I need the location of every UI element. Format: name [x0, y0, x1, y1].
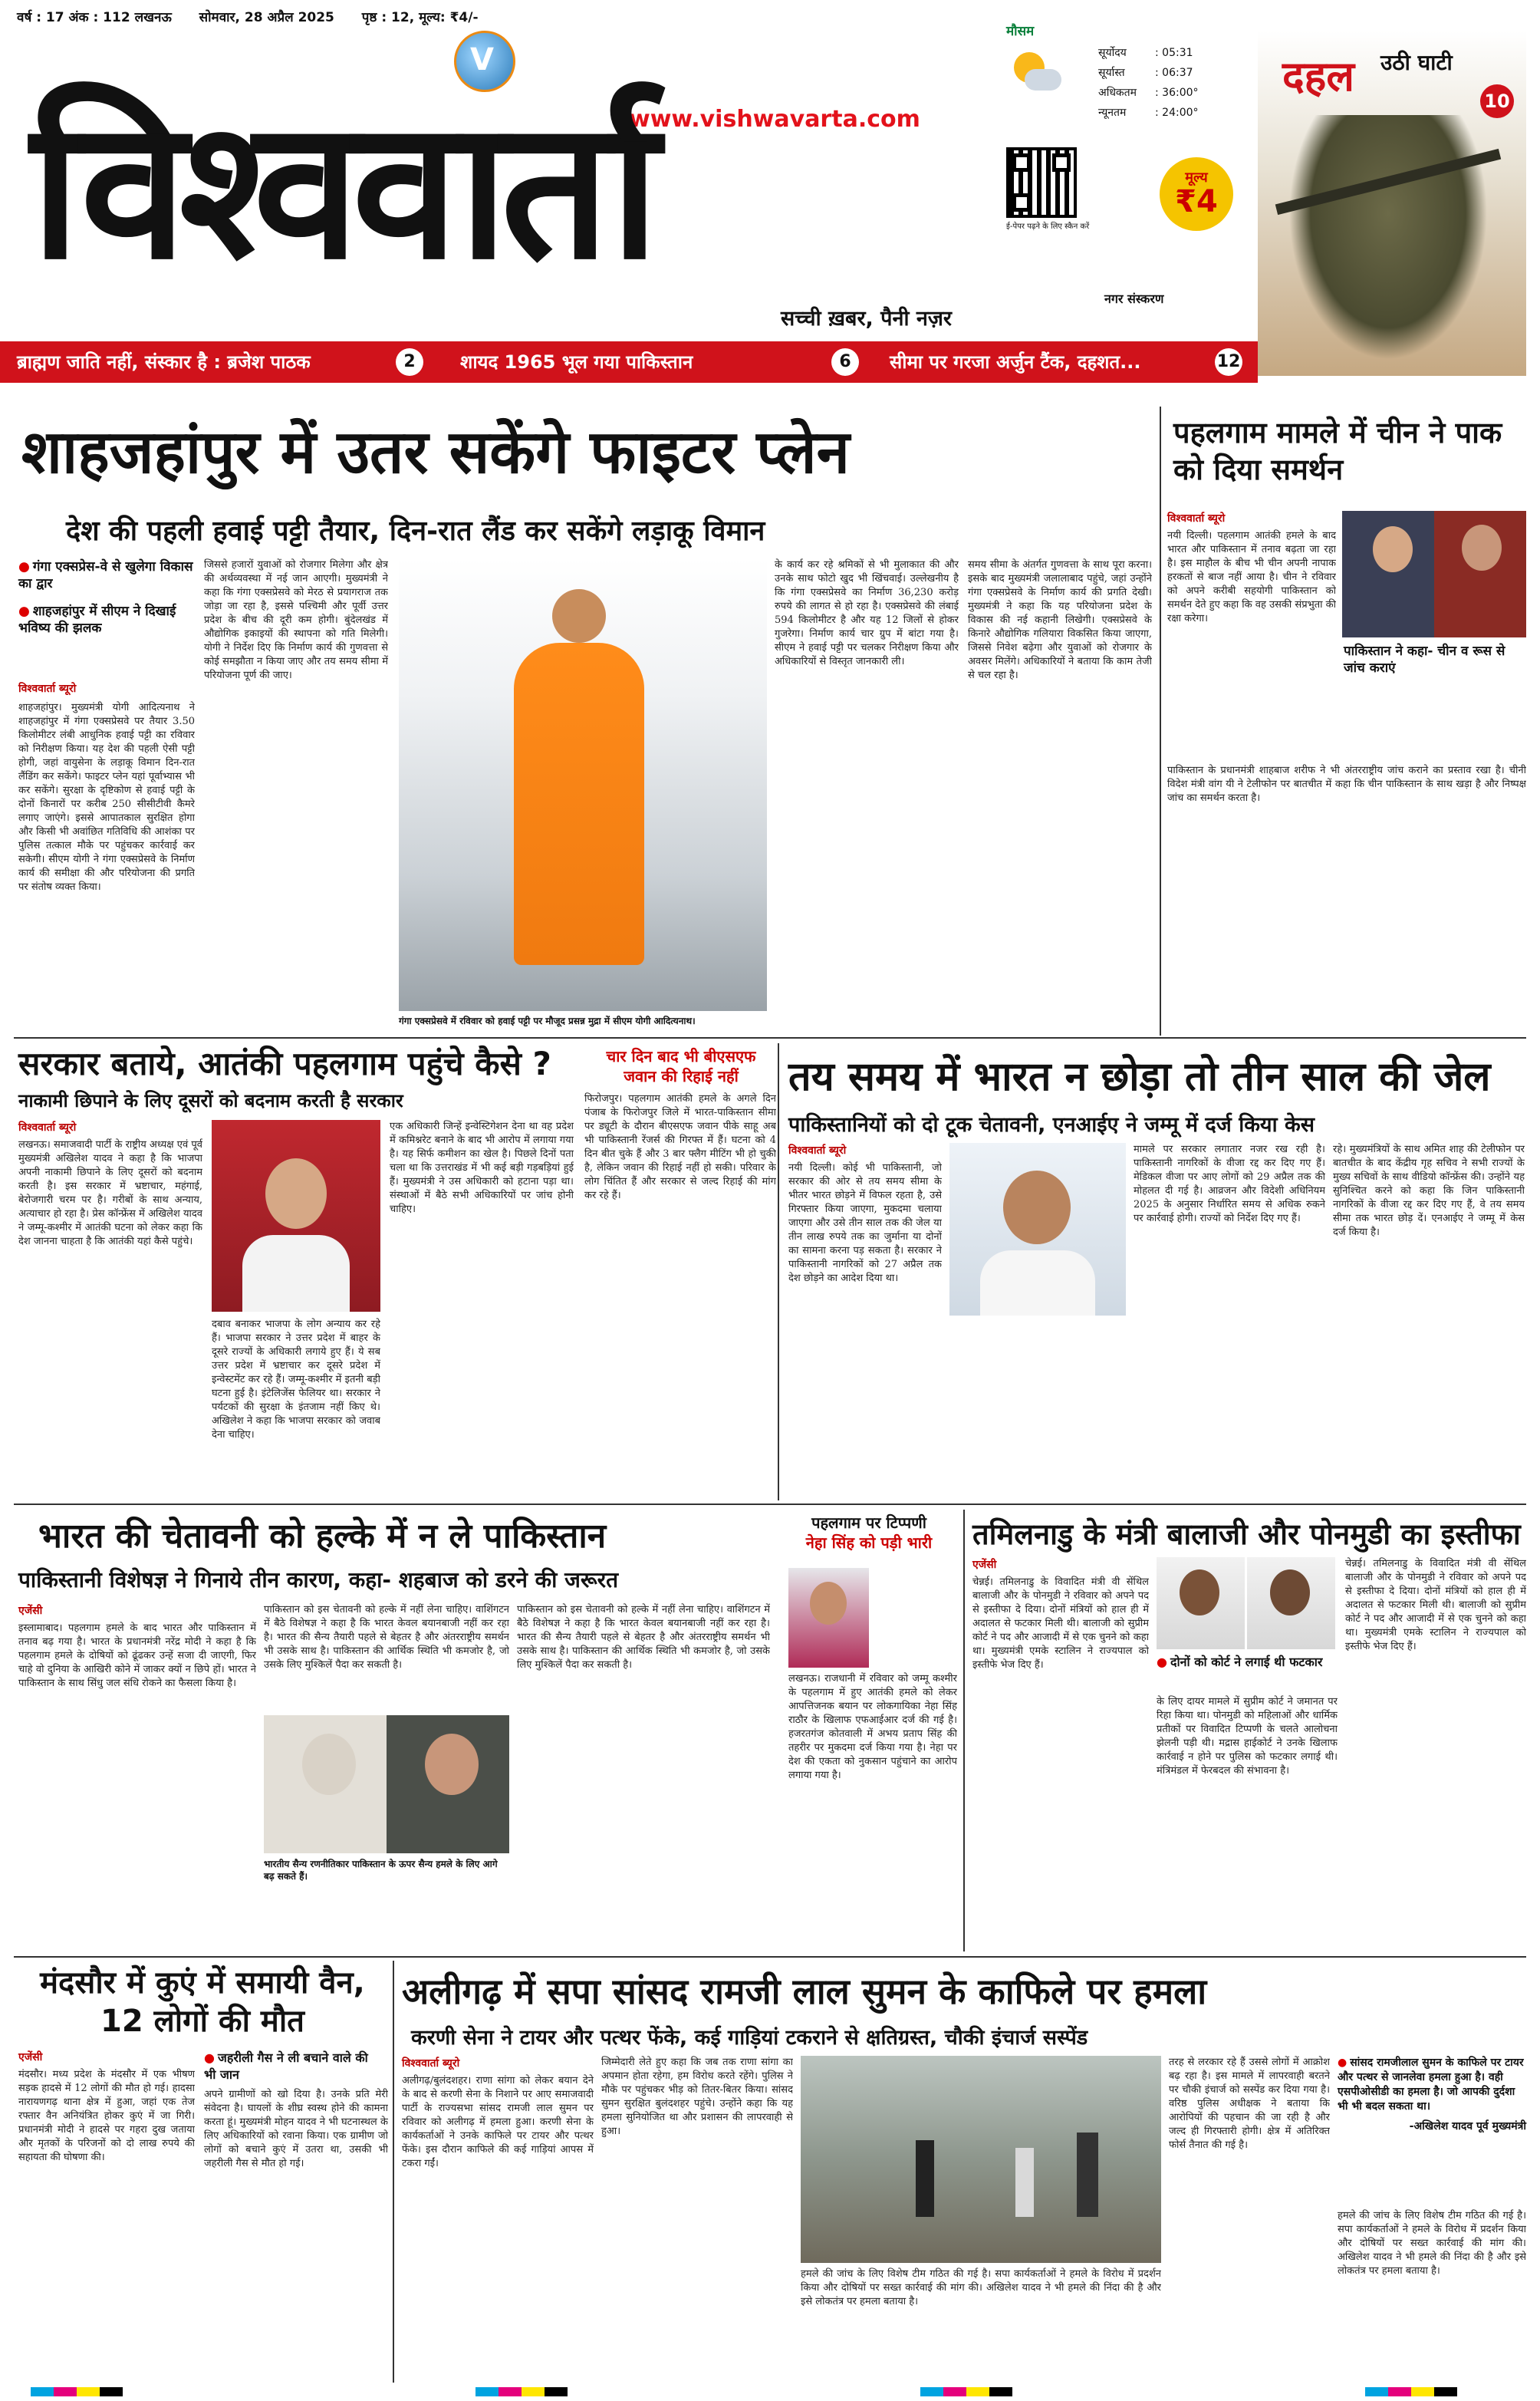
neha-photo — [788, 1568, 869, 1668]
masthead-title: विश्ववार्ता — [31, 78, 652, 301]
weather-box — [1006, 21, 1229, 129]
teaser-bar — [0, 341, 1258, 383]
section-divider — [14, 1037, 1526, 1039]
tn-byline: एजेंसी — [972, 1559, 997, 1571]
warning-headline: भारत की चेतावनी को हल्के में न ले पाकिस्तान — [38, 1517, 607, 1556]
china-headline: पहलगाम मामले में चीन ने पाक को दिया समर्थन — [1173, 416, 1502, 486]
china-byline: विश्ववार्ता ब्यूरो — [1167, 512, 1226, 525]
warning-body: पाकिस्तान को इस चेतावनी को हल्के में नहीं लेना चाहिए। वाशिंगटन में बैठे विशेषज्ञ ने कहा है कि भारत केवल बयानबाजी नहीं कर रहा है। भारत की सैन्य तैयारी पहले से बेहतर है और अंतरराष्ट्रीय समर्थन भी उसके साथ है। पाकिस्तान की आर्थिक स्थिति भी कमजोर है, जो उसके लिए मुश्किलें पैदा कर सकती है। — [517, 1604, 770, 1671]
china-body: नयी दिल्ली। पहलगाम आतंकी हमले के बाद भारत और पाकिस्तान में तनाव बढ़ता जा रहा है। इस माहौल के बीच भी चीन अपनी नापाक हरकतों से बाज नहीं आया है। चीन ने रविवार को अपने करीबी सहयोगी पाकिस्तान को समर्थन देते हुए कहा कि वह उसकी संप्रभुता की रक्षा करेगा। — [1167, 530, 1336, 624]
weather-row: सूर्योदय : 05:31 — [1098, 47, 1193, 59]
aligarh-body: हमले की जांच के लिए विशेष टीम गठित की गई है। सपा कार्यकर्ताओं ने हमले के विरोध में प्रदर्शन किया और दोषियों पर सख्त कार्रवाई की मांग की। अखिलेश यादव ने भी हमले की निंदा की है और इसे लोकतंत्र पर हमला बताया है। — [801, 2268, 1161, 2307]
website-url[interactable]: www.vishwavarta.com — [629, 106, 920, 133]
aligarh-byline: विश्ववार्ता ब्यूरो — [402, 2057, 460, 2070]
masthead-tagline: सच्ची ख़बर, पैनी नज़र — [781, 307, 952, 331]
section-divider — [14, 1504, 1526, 1505]
yogi-photo-caption: गंगा एक्सप्रेसवे में रविवार को हवाई पट्टी पर मौजूद प्रसन्न मुद्रा में सीएम योगी आदित्यनाथ। — [399, 1016, 696, 1026]
akhilesh-subhead: नाकामी छिपाने के लिए दूसरों को बदनाम करती है सरकार — [18, 1090, 403, 1112]
registration-bar — [0, 2386, 1540, 2398]
weather-title: मौसम — [1006, 24, 1035, 39]
akhilesh-photo — [212, 1120, 380, 1312]
issue-info: वर्ष : 17 अंक : 112 लखनऊ — [17, 10, 172, 25]
akhilesh-body: लखनऊ। समाजवादी पार्टी के राष्ट्रीय अध्यक्ष एवं पूर्व मुख्यमंत्री अखिलेश यादव ने कहा है कि भाजपा अपनी नाकामी छिपाने के लिए दूसरों को बदनाम करती है। इस सरकार में भ्रष्टाचार, महंगाई, बेरोजगारी चरम पर है। गरीबों के साथ अन्याय, अत्याचार हो रहा है। प्रेस कॉन्फ्रेंस में अखिलेश यादव ने जम्मू-कश्मीर में आतंकी घटना को लेकर कहा कि देश जानना चाहता है कि आतंकी यहां कैसे पहुंचे। — [18, 1139, 202, 1247]
weather-row: अधिकतम : 36:00° — [1098, 87, 1199, 99]
lead-subhead: देश की पहली हवाई पट्टी तैयार, दिन-रात लैंड कर सकेंगे लड़ाकू विमान — [66, 515, 765, 547]
tn-headline: तमिलनाडु के मंत्री बालाजी और पोनमुडी का इस्तीफा — [972, 1517, 1521, 1551]
akhilesh-body: एक अधिकारी जिन्हें इन्वेस्टिगेशन देना था वह प्रदेश में कमिश्नरेट बनाने के बाद भी आरोप में लगाया गया है। यह सिर्फ कमीशन का खेल है। पिछले दिनों पता चला था कि उत्तराखंड में भी कई बड़ी गड़बड़ियां हुई हैं। मुख्यमंत्री ने उस अधिकारी को हटाना पड़ा था। संस्थाओं में बैठे सभी अधिकारियों पर जांच होनी चाहिए। — [390, 1121, 574, 1215]
balaji-photo — [1157, 1557, 1245, 1649]
section-divider — [778, 1043, 779, 1500]
globe-logo-icon: V — [454, 31, 515, 92]
akhilesh-byline: विश्ववार्ता ब्यूरो — [18, 1121, 77, 1134]
lead-body: समय सीमा के अंतर्गत गुणवत्ता के साथ पूरा करना। इसके बाद मुख्यमंत्री जलालाबाद पहुंचे, जहां उन्होंने गंगा एक्सप्रेसवे के निर्माण कार्य की प्रगति देखी। मुख्यमंत्री ने कहा कि यह परियोजना प्रदेश के विकास की नई कहानी लिखेगी। एक्सप्रेसवे के किनारे औद्योगिक गलियारा विकसित किया जाएगा, जिससे निवेश बढ़ेगा और युवाओं को रोजगार के अवसर मिलेंगे। अधिकारियों ने बताया कि काम तेजी से चल रहा है। — [968, 559, 1152, 681]
lead-body: जिससे हजारों युवाओं को रोजगार मिलेगा और क्षेत्र की अर्थव्यवस्था में नई जान आएगी। मुख्यमंत्री ने कहा कि गंगा एक्सप्रेसवे को मेरठ से प्रयागराज तक जोड़ा जा रहा है, इससे पश्चिमी और पूर्वी उत्तर प्रदेश के बीच की दूरी कम होगी। बुंदेलखंड में औद्योगिक इकाइयों की स्थापना को गति मिलेगी। योगी ने निर्देश दिए कि निर्माण कार्य की गुणवत्ता से कोई समझौता न किया जाए और तय समय सीमा में परियोजना पूर्ण की जाए। — [204, 559, 388, 681]
jail-byline: विश्ववार्ता ब्यूरो — [788, 1145, 847, 1157]
aligarh-quote: ● सांसद रामजीलाल सुमन के काफिले पर टायर और पत्थर से जानलेवा हमला हुआ है। वही एसपीओसीडी का हमला है। जो आपकी दुर्दशा भी भी बदल सकता था। — [1338, 2056, 1526, 2114]
tn-body: के लिए दायर मामले में सुप्रीम कोर्ट ने जमानत पर रिहा किया था। पोनमुडी को महिलाओं और धार्मिक प्रतीकों पर विवादित टिप्पणी के चलते आलोचना झेलनी पड़ी थी। मद्रास हाईकोर्ट ने उनके खिलाफ कार्रवाई न होने पर पुलिस को फटकार लगाई थी। मंत्रिमंडल में फेरबदल की संभावना है। — [1157, 1696, 1338, 1777]
lead-byline: विश्ववार्ता ब्यूरो — [18, 683, 77, 695]
price-badge — [1160, 157, 1233, 231]
weather-row: न्यूनतम : 24:00° — [1098, 107, 1199, 119]
neha-body: लखनऊ। राजधानी में रविवार को जम्मू कश्मीर के पहलगाम में हुए आतंकी हमले को लेकर आपत्तिजनक बयान पर लोकगायिका नेहा सिंह राठौर के खिलाफ एफआईआर दर्ज की गई है। हजरतगंज कोतवाली में अभय प्रताप सिंह की तहरीर पर मुकदमा दर्ज किया गया है। नेहा पर देश की एकता को नुकसान पहुंचाने का आरोप लगाया गया है। — [788, 1673, 957, 1781]
section-divider — [393, 1961, 394, 2383]
jail-subhead: पाकिस्तानियों को दो टूक चेतावनी, एनआईए ने जम्मू में दर्ज किया केस — [788, 1113, 1315, 1137]
promo-page-badge[interactable]: 10 — [1480, 84, 1514, 118]
issue-price: पृष्ठ : 12, मूल्य: ₹4/- — [361, 10, 479, 25]
promo-title: दहल — [1282, 52, 1354, 100]
china-body: पाकिस्तान के प्रधानमंत्री शाहबाज शरीफ ने भी अंतरराष्ट्रीय जांच कराने का प्रस्ताव रखा है। चीनी विदेश मंत्री वांग यी ने टेलीफोन पर बातचीत में कहा कि चीन पाकिस्तान के साथ खड़ा है और निष्पक्ष जांच का समर्थन करता है। — [1167, 765, 1526, 804]
aligarh-quote-author: -अखिलेश यादव पूर्व मुख्यमंत्री — [1409, 2120, 1526, 2133]
warning-body: इस्लामाबाद। पहलगाम हमले के बाद भारत और पाकिस्तान में तनाव बढ़ गया है। भारत के प्रधानमंत्री नरेंद्र मोदी ने कहा है कि पहलगाम हमले के दोषियों को ढूंढकर उन्हें सजा दी जाएगी, फिर चाहे वो दुनिया के आखिरी कोने में जाकर क्यों न छिपे हों। भारत ने पाकिस्तान के साथ सिंधु जल संधि रोकने का फैसला किया है। — [18, 1622, 256, 1689]
akhilesh-body: दबाव बनाकर भाजपा के लोग अन्याय कर रहे हैं। भाजपा सरकार ने उत्तर प्रदेश में बाहर के दूसरे राज्यों के अधिकारी लगाये हुए हैं। ये सब उत्तर प्रदेश में भ्रष्टाचार कर दूसरे प्रदेश में इन्वेस्टमेंट कर रहे हैं। जम्मू-कश्मीर में इतनी बड़ी घटना हुई है। इंटेलिजेंस फेलियर था। सरकार ने पर्यटकों की सुरक्षा के इंतजाम नहीं किए थे। अखिलेश ने कहा कि भाजपा सरकार को जवाब देना चाहिए। — [212, 1319, 380, 1441]
aligarh-headline: अलीगढ़ में सपा सांसद रामजी लाल सुमन के काफिले पर हमला — [402, 1971, 1207, 2012]
neha-kicker: पहलगाम पर टिप्पणी नेहा सिंह को पड़ी भारी — [805, 1513, 933, 1552]
price-label: मूल्य — [1185, 170, 1208, 186]
tn-side-caption: ● दोनों को कोर्ट ने लगाई थी फटकार — [1157, 1654, 1338, 1671]
bsf-kicker: चार दिन बाद भी बीएसएफ जवान की रिहाई नहीं — [606, 1047, 756, 1085]
warning-body: पाकिस्तान को इस चेतावनी को हल्के में नहीं लेना चाहिए। वाशिंगटन में बैठे विशेषज्ञ ने कहा है कि भारत केवल बयानबाजी नहीं कर रहा है। भारत की सैन्य तैयारी पहले से बेहतर है और अंतरराष्ट्रीय समर्थन भी उसके साथ है। पाकिस्तान की आर्थिक स्थिति भी कमजोर है, जो उसके लिए मुश्किलें पैदा कर सकती है। — [264, 1604, 509, 1671]
section-divider — [14, 1956, 1526, 1958]
aligarh-body: तरह से लरकार रहे हैं उससे लोगों में आक्रोश बढ़ रहा है। इस मामले में लापरवाही बरतने पर चौकी इंचार्ज को सस्पेंड कर दिया गया है। वरिष्ठ पुलिस अधीक्षक ने बताया कि आरोपियों की पहचान की जा रही है और जल्द ही गिरफ्तारी होगी। क्षेत्र में अतिरिक्त फोर्स तैनात की गई है। — [1169, 2057, 1330, 2151]
aligarh-attack-photo — [801, 2056, 1161, 2263]
modi-sharif-photo — [264, 1715, 509, 1853]
jail-body: नयी दिल्ली। कोई भी पाकिस्तानी, जो सरकार की ओर से तय समय सीमा के भीतर भारत छोड़ने में विफल रहता है, उसे गिरफ्तार किया जाएगा, मुकदमा चलाया जाएगा और उसे तीन साल तक की जेल या तीन लाख रुपये तक का जुर्माना या दोनों का सामना करना पड़ सकता है। सरकार ने पाकिस्तानी नागरिकों को 27 अप्रैल तक देश छोड़ने का आदेश दिया था। — [788, 1162, 942, 1284]
well-body: मंदसौर। मध्य प्रदेश के मंदसौर में एक भीषण सड़क हादसे में 12 लोगों की मौत हो गई। हादसा नारायणगढ़ थाना क्षेत्र में हुआ, जहां एक तेज रफ्तार वैन अनियंत्रित होकर कुएं में जा गिरी। प्रधानमंत्री मोदी ने हादसे पर गहरा दुख जताया और मृतकों के परिजनों को दो लाख रुपये की सहायता की घोषणा की। — [18, 2069, 195, 2163]
tn-body: चेन्नई। तमिलनाडु के विवादित मंत्री वी सेंथिल बालाजी और के पोनमुडी ने रविवार को अपने पद से इस्तीफा दे दिया। दोनों मंत्रियों को हाल ही में अदालत से फटकार मिली थी। बालाजी को सुप्रीम कोर्ट ने पद और आजादी में से एक चुनने को कहा था। मुख्यमंत्री एमके स्टालिन ने राज्यपाल को इस्तीफे भेज दिए हैं। — [972, 1576, 1149, 1671]
jail-body: मामले पर सरकार लगातार नजर रख रही है। पाकिस्तानी नागरिकों के वीजा रद्द कर दिए गए हैं। मेडिकल वीजा पर आए लोगों को 29 अप्रैल तक की मोहलत दी गई है। आव्रजन और विदेशी अधिनियम 2025 के अनुसार निर्धारित समय से अधिक रुकने पर कार्रवाई होगी। राज्यों को निर्देश दिए गए हैं। — [1134, 1144, 1325, 1224]
weather-icon — [1009, 52, 1063, 98]
warning-subhead: पाकिस्तानी विशेषज्ञ ने गिनाये तीन कारण, कहा- शहबाज को डरने की जरूरत — [18, 1567, 619, 1592]
modi-sharif-caption: भारतीय सैन्य रणनीतिकार पाकिस्तान के ऊपर सैन्य हमले के लिए आगे बढ़ सकते हैं। — [264, 1859, 498, 1882]
china-box-border — [1160, 407, 1161, 1036]
tn-body: चेन्नई। तमिलनाडु के विवादित मंत्री वी सेंथिल बालाजी और के पोनमुडी ने रविवार को अपने पद से इस्तीफा दे दिया। दोनों मंत्रियों को हाल ही में अदालत से फटकार मिली थी। बालाजी को सुप्रीम कोर्ट ने पद और आजादी में से एक चुनने को कहा था। मुख्यमंत्री एमके स्टालिन ने राज्यपाल को इस्तीफे भेज दिए हैं। — [1345, 1558, 1526, 1652]
xi-sharif-caption: पाकिस्तान ने कहा- चीन व रूस से जांच कराएं — [1344, 644, 1505, 676]
warning-byline: एजेंसी — [18, 1605, 43, 1617]
lead-body: के कार्य कर रहे श्रमिकों से भी मुलाकात की और उनके साथ फोटो खुद भी खिंचवाई। उल्लेखनीय है कि गंगा एक्सप्रेसवे का निर्माण 36,230 करोड़ रुपये की लागत से हो रहा है। एक्सप्रेसवे की लंबाई 594 किलोमीटर है और यह 12 जिलों से होकर गुजरेगा। निर्माण कार्य चार ग्रुप में बांटा गया है। सीएम ने हवाई पट्टी पर चलकर निरीक्षण किया और अधिकारियों से विस्तृत जानकारी ली। — [775, 559, 959, 667]
aligarh-body: जिम्मेदारी लेते हुए कहा कि जब तक राणा सांगा का अपमान होता रहेगा, हम विरोध करते रहेंगे। पुलिस ने मौके पर पहुंचकर भीड़ को तितर-बितर किया। सांसद सुमन सुरक्षित बुलंदशहर पहुंचे। उन्होंने कहा कि यह हमला सुनियोजित था और प्रशासन की लापरवाही से हुआ। — [601, 2057, 793, 2137]
bsf-body: फिरोजपुर। पहलगाम आतंकी हमले के अगले दिन पंजाब के फिरोजपुर जिले में भारत-पाकिस्तान सीमा पर ड्यूटी के दौरान बीएसएफ जवान पीके साहू अब भी पाकिस्तानी रेंजर्स की गिरफ्त में हैं। घटना को 4 दिन बीत चुके हैं और 3 बार फ्लैग मीटिंग भी हो चुकी है, लेकिन जवान की रिहाई नहीं हो सकी। परिवार के लोग चिंतित हैं और सरकार से जल्द रिहाई की मांग कर रहे हैं। — [584, 1093, 776, 1201]
well-byline: एजेंसी — [18, 2051, 43, 2063]
issue-info-bar — [17, 8, 1006, 28]
edition-label: नगर संस्करण — [1104, 291, 1164, 306]
aligarh-quote-box — [1338, 2056, 1526, 2133]
qr-code-icon[interactable] — [1006, 147, 1077, 218]
xi-sharif-photo — [1342, 511, 1526, 637]
lead-body: शाहजहांपुर। मुख्यमंत्री योगी आदित्यनाथ ने शाहजहांपुर में गंगा एक्सप्रेसवे पर तैयार 3.50 किलोमीटर लंबी आधुनिक हवाई पट्टी का रविवार को निरीक्षण किया। यह देश की पहली ऐसी पट्टी होगी, जहां वायुसेना के लड़ाकू विमान दिन-रात लैंडिंग कर सकेंगे। फाइटर प्लेन यहां पूर्वाभ्यास भी कर सकेंगे। सुरक्षा के दृष्टिकोण से हवाई पट्टी के दोनों किनारों पर करीब 250 सीसीटीवी कैमरे लगाए जाएंगे। इससे आपातकाल सुरक्षित होगा और किसी भी अवांछित गतिविधि की आशंका पर पुलिस तत्काल मौके पर पहुंचकर कार्रवाई कर सकेगी। सीएम योगी ने गंगा एक्सप्रेसवे के निर्माण कार्य की समीक्षा की और परियोजना की प्रगति पर संतोष व्यक्त किया। — [18, 702, 195, 893]
well-body: अपने ग्रामीणों को खो दिया है। उनके प्रति मेरी संवेदना है। घायलों के शीघ्र स्वस्थ होने की कामना करता हूं। मुख्यमंत्री मोहन यादव ने भी घटनास्थल के लिए अधिकारियों को रवाना किया। एक ग्रामीण जो लोगों को बचाने कुएं में उतरा था, उसकी भी जहरीली गैस से मौत हो गई। — [204, 2089, 388, 2169]
lead-headline: शाहजहांपुर में उतर सकेंगे फाइटर प्लेन — [21, 418, 850, 487]
jail-body: रहे। मुख्यमंत्रियों के साथ अमित शाह की टेलीफोन पर बातचीत के बाद केंद्रीय गृह सचिव ने सभी राज्यों के मुख्य सचिवों के साथ वीडियो कॉन्फ्रेंस की। उन्होंने यह सुनिश्चित करने को कहा कि जिन पाकिस्तानी नागरिकों के वीजा रद्द कर दिए गए हैं, वे तय समय सीमा तक भारत छोड़ दें। एनआईए ने जम्मू में केस दर्ज किया है। — [1333, 1144, 1525, 1238]
promo-subtitle: उठी घाटी — [1380, 50, 1453, 75]
aligarh-body: हमले की जांच के लिए विशेष टीम गठित की गई है। सपा कार्यकर्ताओं ने हमले के विरोध में प्रदर्शन किया और दोषियों पर सख्त कार्रवाई की मांग की। अखिलेश यादव ने भी हमले की निंदा की है और इसे लोकतंत्र पर हमला बताया है। — [1338, 2210, 1526, 2277]
akhilesh-headline: सरकार बताये, आतंकी पहलगाम पहुंचे कैसे ? — [18, 1045, 551, 1082]
well-headline: मंदसौर में कुएं में समायी वैन, 12 लोगों की मौत — [40, 1965, 365, 2039]
ponmudi-photo — [1247, 1557, 1335, 1649]
teaser-item[interactable]: ब्राह्मण जाति नहीं, संस्कार है : ब्रजेश पाठक 2 — [17, 348, 431, 376]
amit-shah-photo — [949, 1143, 1126, 1316]
issue-date: सोमवार, 28 अप्रैल 2025 — [199, 10, 334, 25]
teaser-item[interactable]: शायद 1965 भूल गया पाकिस्तान 6 — [460, 348, 867, 376]
jail-headline: तय समय में भारत न छोड़ा तो तीन साल की जेल — [788, 1054, 1491, 1100]
teaser-item[interactable]: सीमा पर गरजा अर्जुन टैंक, दहशत... 12 — [890, 348, 1250, 376]
qr-caption: ई-पेपर पढ़ने के लिए स्कैन करें — [1006, 222, 1090, 231]
section-divider — [963, 1510, 965, 1951]
price-value: ₹4 — [1175, 184, 1218, 219]
aligarh-subhead: करणी सेना ने टायर और पत्थर फेंके, कई गाड़ियां टकराने से क्षतिग्रस्त, चौकी इंचार्ज सस्पेंड — [411, 2026, 1088, 2050]
yogi-photo — [399, 558, 767, 1011]
aligarh-body: अलीगढ़/बुलंदशहर। राणा सांगा को लेकर बयान देने के बाद से करणी सेना के निशाने पर आए समाजवादी पार्टी के राज्यसभा सांसद रामजी लाल सुमन पर रविवार को अलीगढ़ में हमला हुआ। करणी सेना के कार्यकर्ताओं ने उनके काफिले पर टायर और पत्थर फेंके। इस दौरान काफिले की कई गाड़ियां आपस में टकरा गईं। — [402, 2075, 594, 2169]
lead-bullet: ● गंगा एक्सप्रेस-वे से खुलेगा विकास का द्वार ● शाहजहांपुर में सीएम ने दिखाई भविष्य की झलक — [18, 558, 195, 637]
well-side-caption: ● जहरीली गैस ने ली बचाने वाले की भी जान — [204, 2050, 380, 2083]
weather-row: सूर्यास्त : 06:37 — [1098, 67, 1193, 79]
